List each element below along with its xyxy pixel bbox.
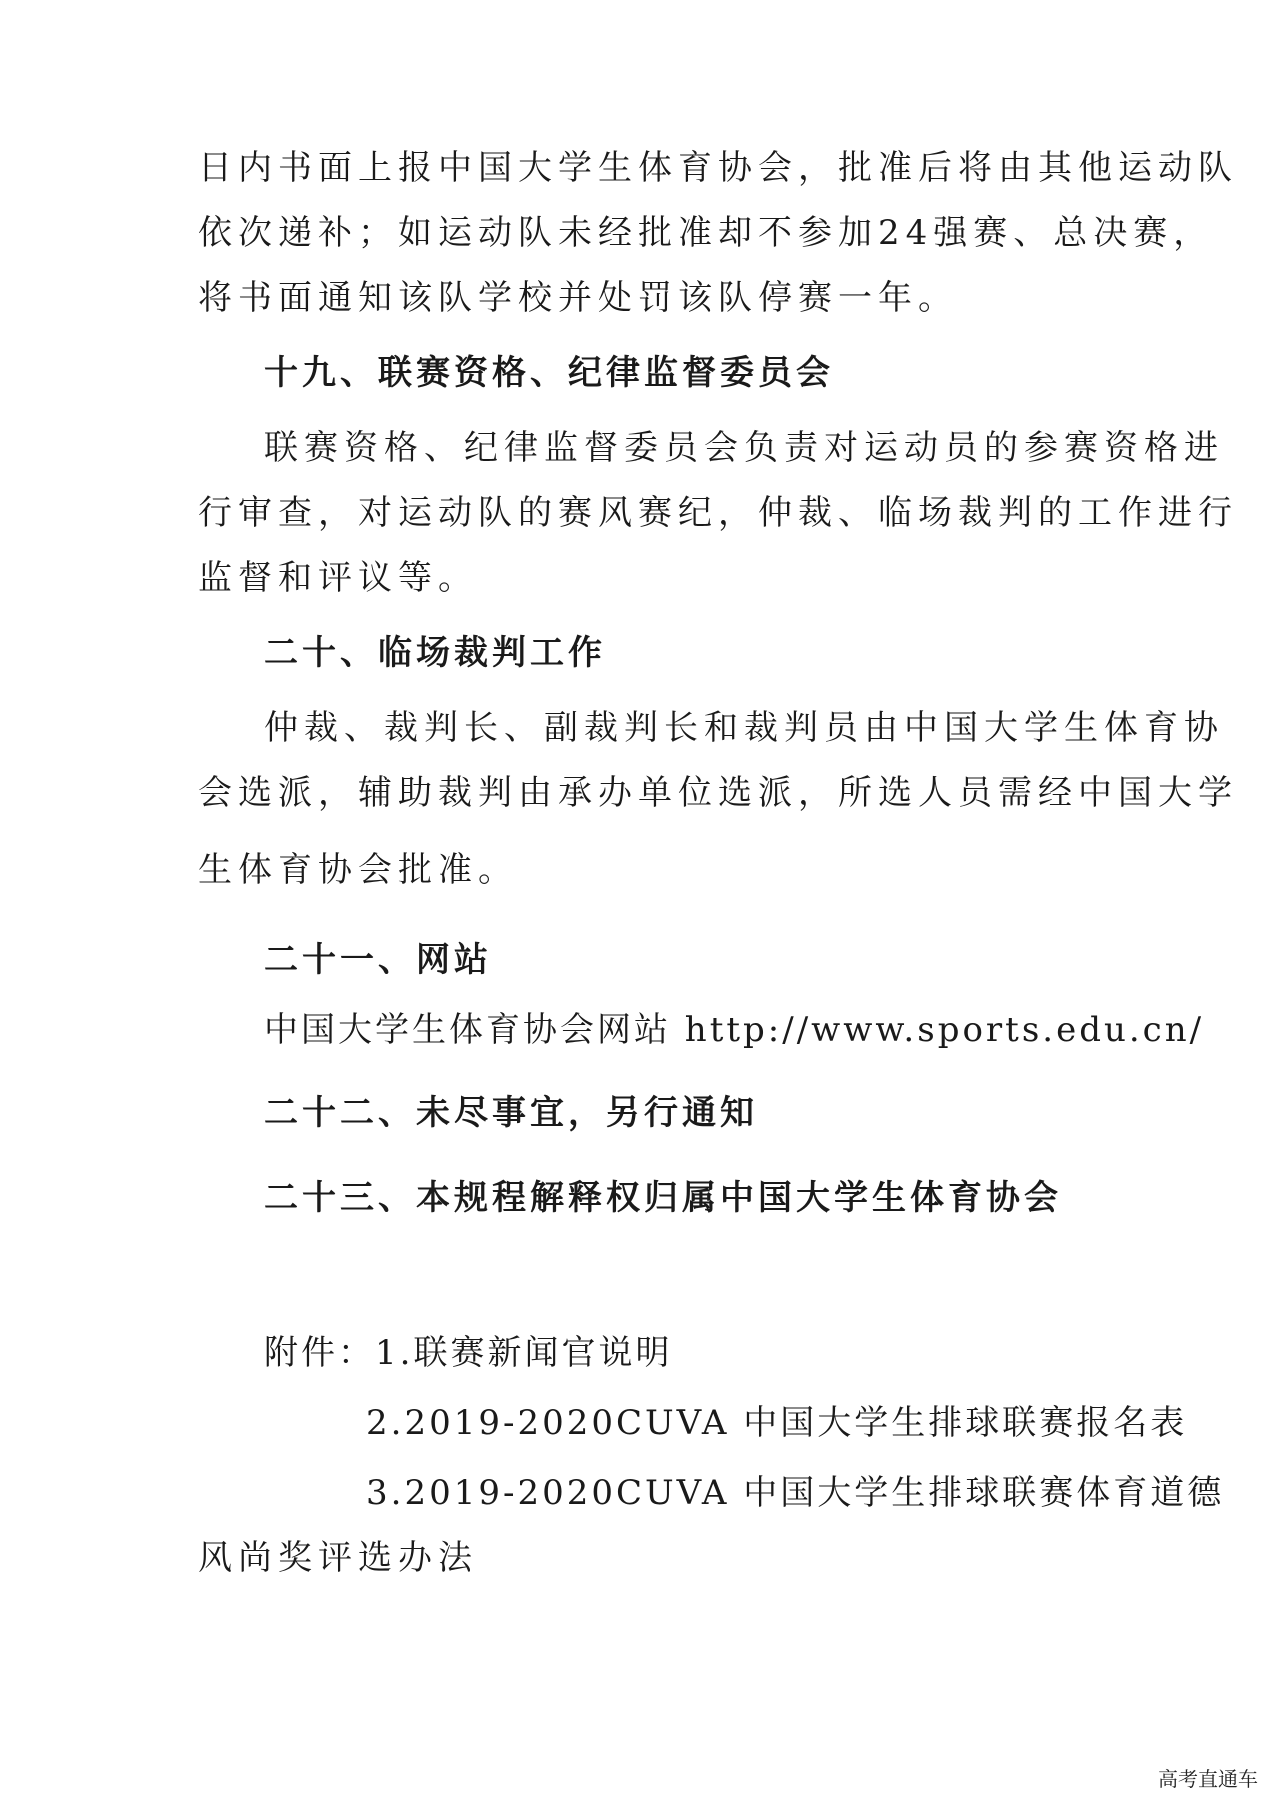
section-22-heading: 二十二、未尽事宜，另行通知 [264, 1093, 758, 1133]
watermark-label: 高考直通车 [1150, 1759, 1266, 1796]
paragraph-line: 依次递补；如运动队未经批准却不参加24强赛、总决赛， [198, 213, 1214, 253]
attachment-line: 3.2019-2020CUVA 中国大学生排球联赛体育道德 [366, 1473, 1225, 1513]
attachment-line: 风尚奖评选办法 [198, 1538, 478, 1578]
section-21-heading: 二十一、网站 [264, 940, 492, 980]
paragraph-line: 会选派，辅助裁判由承办单位选派，所选人员需经中国大学 [198, 773, 1238, 813]
paragraph-line: 日内书面上报中国大学生体育协会，批准后将由其他运动队 [198, 148, 1238, 188]
paragraph-line: 仲裁、裁判长、副裁判长和裁判员由中国大学生体育协 [264, 708, 1224, 748]
paragraph-line: 行审查，对运动队的赛风赛纪，仲裁、临场裁判的工作进行 [198, 493, 1238, 533]
paragraph-line: 将书面通知该队学校并处罚该队停赛一年。 [198, 278, 958, 318]
section-23-heading: 二十三、本规程解释权归属中国大学生体育协会 [264, 1178, 1062, 1218]
attachment-line: 附件：1.联赛新闻官说明 [264, 1333, 673, 1373]
paragraph-line: 联赛资格、纪律监督委员会负责对运动员的参赛资格进 [264, 428, 1224, 468]
website-line: 中国大学生体育协会网站 http://www.sports.edu.cn/ [264, 1010, 1205, 1050]
paragraph-line: 生体育协会批准。 [198, 850, 518, 890]
attachment-line: 2.2019-2020CUVA 中国大学生排球联赛报名表 [366, 1403, 1188, 1443]
paragraph-line: 监督和评议等。 [198, 558, 478, 598]
section-20-heading: 二十、临场裁判工作 [264, 633, 606, 673]
section-19-heading: 十九、联赛资格、纪律监督委员会 [264, 353, 834, 393]
